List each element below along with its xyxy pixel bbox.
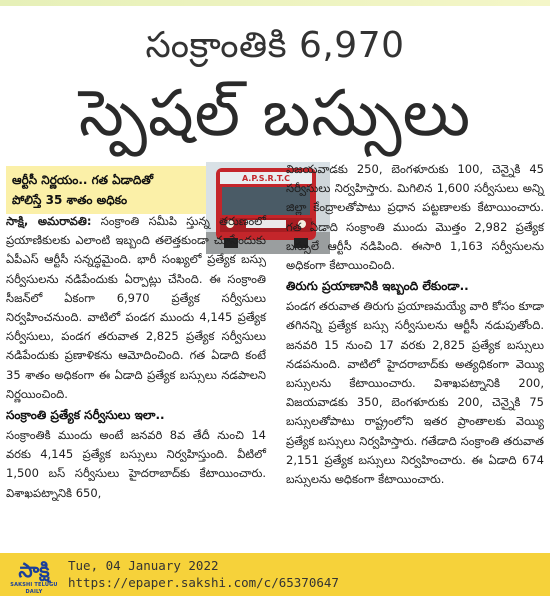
sakshi-logo <box>6 558 62 595</box>
logo-subtitle: SAKSHI TELUGU DAILY <box>10 582 58 595</box>
logo-wordmark: సాక్షి <box>18 558 50 582</box>
footer-bar <box>0 553 550 596</box>
article-paragraph-3: విజయవాడకు 250, బెంగళూరుకు 100, చెన్నైకి 45 సర్వీసులు నిర్వహిస్తారు. మిగిలిన 1,600 సర్వీసులు అన్ని జిల్లా కేంద్రాలతోపాటు ప్రధాన పట్టణాలకు కేటాయించారు. గత ఏడాది సంక్రాంతి ముందు మొత్తం 2,982 ప్రత్యేక బస్సులే ఆర్టీసీ నడిపింది. ఈసారి 1,163 సర్వీసులను అధికంగా కేటాయించింది. <box>286 162 544 273</box>
article-headline: స్పెషల్‌ బస్సులు <box>78 77 472 151</box>
dateline: సాక్షి, అమరావతి: <box>6 214 92 228</box>
article-column-left <box>6 212 266 503</box>
paragraph-1-text: సంక్రాంతి సమీపి స్తున్న తరుణంలో ప్రయాణికులకు ఎలాంటి ఇబ్బంది తలెత్తకుండా చూసేందుకు ఏపీఎస్‌ ఆర్టీసీ సన్నద్ధమైంది. భారీ సంఖ్యలో ప్రత్యేక బస్సు సర్వీసులను నడిపేందుకు ఏర్పాట్లు చేసింది. ఈ సంక్రాంతి సీజన్‌లో ఏకంగా 6,970 ప్రత్యేక సర్వీసులు నిర్వహించనుంది. వాటిలో పండగ ముందు 4,145 ప్రత్యేక సర్వీసులు, పండగ తరువాత 2,825 ప్రత్యేక సర్వీసులు నడిపేందుకు ప్రణాళికను ఆమోదించింది. గత ఏడాది కంటే 35 శాతం అధికంగా ఈ ఏడాది ప్రత్యేక బస్సులు నడపాలని నిర్ణయించింది. <box>6 214 267 401</box>
subhead-line-2: పోలిస్తే 35 శాతం అధికం <box>12 193 128 207</box>
article-kicker: సంక్రాంతికి 6,970 <box>145 25 405 66</box>
article-paragraph-1 <box>6 212 266 404</box>
subhead-line-1: ఆర్టీసీ నిర్ణయం.. గత ఏడాదితో <box>12 173 154 187</box>
epaper-link[interactable]: https://epaper.sakshi.com/c/65370647 <box>68 575 339 590</box>
bus-sign-text: A.P.S.R.T.C <box>241 174 291 183</box>
section-heading-return: తిరుగు ప్రయాణానికి ఇబ్బంది లేకుండా.. <box>286 279 469 294</box>
edition-date: Tue, 04 January 2022 <box>68 558 219 573</box>
subhead-box <box>6 166 206 214</box>
article-paragraph-2: సంక్రాంతికి ముందు అంటే జనవరి 8వ తేదీ నుంచి 14 వరకు 4,145 ప్రత్యేక బస్సులు నిర్వహిస్తుంది. వీటిలో 1,500 బస్‌ సర్వీసులు హైదరాబాద్‌కు కేటాయించారు. విశాఖపట్నానికి 650, <box>6 428 266 500</box>
article-paragraph-4: పండగ తరువాత తిరుగు ప్రయాణమయ్యే వారి కోసం కూడా తగినన్ని ప్రత్యేక బస్సు సర్వీసులను ఆర్టీసీ నడుపుతోంది. జనవరి 15 నుంచి 17 వరకు 2,825 ప్రత్యేక బస్సులు నడపనుంది. వాటిలో హైదరాబాద్‌కు అత్యధికంగా వెయ్యి బస్సులను కేటాయించారు. విశాఖపట్నానికి 200, విజయవాడకు 350, బెంగళూరుకు 200, చెన్నైకి 75 బస్సులతోపాటు రాష్ట్రంలోని ఇతర ప్రాంతాలకు వెయ్యి ప్రత్యేక బస్సులు నిర్వహిస్తారు. గతేడాది సంక్రాంతి తరువాత 2,151 ప్రత్యేక బస్సులు నిర్వహించారు. ఈ ఏడాది 674 బస్సులను అధికంగా కేటాయించారు. <box>286 299 544 487</box>
section-heading-services: సంక్రాంతి ప్రత్యేక సర్వీసులు ఇలా.. <box>6 408 165 423</box>
article-column-right <box>286 160 544 489</box>
top-strip <box>0 0 550 6</box>
